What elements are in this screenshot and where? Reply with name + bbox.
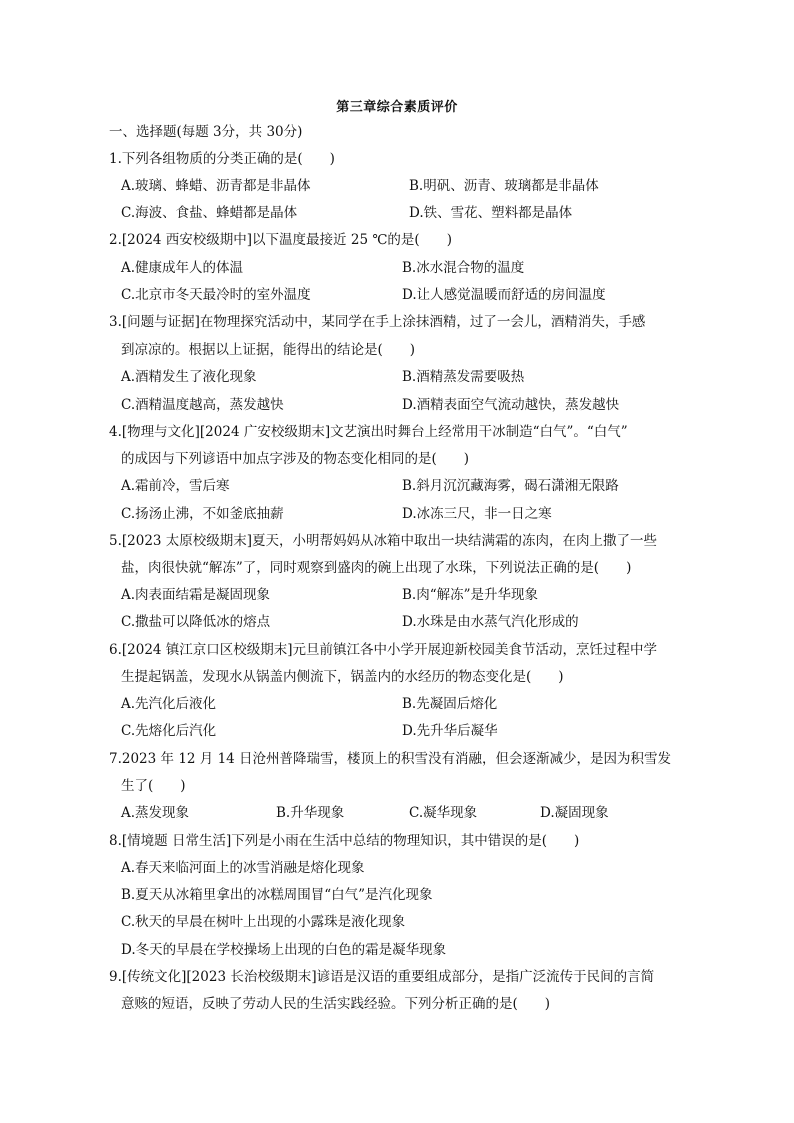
question-6-option-d: D.先升华后凝华 [402, 723, 498, 739]
question-9-stem-line-1: 9.[传统文化][2023 长治校级期末]谚语是汉语的重要组成部分，是指广泛流传于民间的言简 [109, 969, 655, 985]
question-8-option-c: C.秋天的早晨在树叶上出现的小露珠是液化现象 [121, 914, 406, 930]
question-5-stem-line-1: 5.[2023 太原校级期末]夏天，小明帮妈妈从冰箱中取出一块结满霜的冻肉，在肉上撒了一些 [109, 533, 658, 549]
question-4-option-b: B.斜月沉沉藏海雾，碣石潇湘无限路 [402, 478, 619, 494]
section-heading: 一、选择题(每题 3分，共 30分) [109, 124, 303, 140]
question-7-option-b: B.升华现象 [276, 805, 345, 821]
question-1-option-d: D.铁、雪花、塑料都是晶体 [409, 205, 573, 221]
question-7-stem-line-1: 7.2023 年 12 月 14 日沧州普降瑞雪，楼顶上的积雪没有消融，但会逐渐减少，是因为积雪发 [109, 751, 672, 767]
question-3-option-b: B.酒精蒸发需要吸热 [402, 369, 525, 385]
question-3-option-d: D.酒精表面空气流动越快，蒸发越快 [402, 397, 620, 413]
question-8-option-a: A.春天来临河面上的冰雪消融是熔化现象 [121, 860, 365, 876]
question-2-stem: 2.[2024 西安校级期中]以下温度最接近 25 ℃的是( ) [109, 232, 452, 248]
question-4-option-c: C.扬汤止沸，不如釜底抽薪 [121, 506, 284, 522]
question-1-option-b: B.明矾、沥青、玻璃都是非晶体 [409, 178, 599, 194]
question-3-option-c: C.酒精温度越高，蒸发越快 [121, 397, 284, 413]
question-1-stem: 1.下列各组物质的分类正确的是( ) [109, 151, 335, 167]
question-4-stem-line-2: 的成因与下列谚语中加点字涉及的物态变化相同的是( ) [121, 451, 470, 467]
question-8-option-b: B.夏天从冰箱里拿出的冰糕周围冒“白气”是汽化现象 [121, 887, 433, 903]
question-1-option-a: A.玻璃、蜂蜡、沥青都是非晶体 [121, 178, 311, 194]
question-6-option-c: C.先熔化后汽化 [121, 723, 217, 739]
question-6-stem-line-2: 生提起锅盖，发现水从锅盖内侧流下，锅盖内的水经历的物态变化是( ) [121, 669, 564, 685]
question-7-option-c: C.凝华现象 [409, 805, 478, 821]
question-2-option-a: A.健康成年人的体温 [121, 260, 244, 276]
question-1-option-c: C.海波、食盐、蜂蜡都是晶体 [121, 205, 298, 221]
question-7-option-d: D.凝固现象 [540, 805, 609, 821]
question-8-option-d: D.冬天的早晨在学校操场上出现的白色的霜是凝华现象 [121, 942, 447, 958]
question-6-stem-line-1: 6.[2024 镇江京口区校级期末]元旦前镇江各中小学开展迎新校园美食节活动，烹饪过程中学 [109, 642, 658, 658]
document-title: 第三章综合素质评价 [336, 100, 458, 115]
question-7-stem-line-2: 生了( ) [121, 778, 186, 794]
question-7-option-a: A.蒸发现象 [121, 805, 190, 821]
question-4-option-a: A.霜前冷，雪后寒 [121, 478, 230, 494]
question-6-option-b: B.先凝固后熔化 [402, 696, 498, 712]
question-5-option-a: A.肉表面结霜是凝固现象 [121, 587, 271, 603]
question-4-stem-line-1: 4.[物理与文化][2024 广安校级期末]文艺演出时舞台上经常用干冰制造“白气”。“白气” [109, 424, 628, 440]
question-5-stem-line-2: 盐，肉很快就“解冻”了，同时观察到盛肉的碗上出现了水珠，下列说法正确的是( ) [121, 560, 632, 576]
question-5-option-c: C.撒盐可以降低冰的熔点 [121, 614, 271, 630]
question-4-option-d: D.冰冻三尺，非一日之寒 [402, 506, 552, 522]
question-2-option-c: C.北京市冬天最冷时的室外温度 [121, 287, 311, 303]
question-9-stem-line-2: 意赅的短语，反映了劳动人民的生活实践经验。下列分析正确的是( ) [121, 996, 551, 1012]
question-2-option-d: D.让人感觉温暖而舒适的房间温度 [402, 287, 606, 303]
question-2-option-b: B.冰水混合物的温度 [402, 260, 525, 276]
question-8-stem: 8.[情境题 日常生活]下列是小雨在生活中总结的物理知识，其中错误的是( ) [109, 833, 580, 849]
question-3-option-a: A.酒精发生了液化现象 [121, 369, 257, 385]
question-6-option-a: A.先汽化后液化 [121, 696, 217, 712]
question-3-stem-line-2: 到凉凉的。根据以上证据，能得出的结论是( ) [121, 342, 416, 358]
question-3-stem-line-1: 3.[问题与证据]在物理探究活动中，某同学在手上涂抹酒精，过了一会儿，酒精消失，手感 [109, 314, 646, 330]
question-5-option-b: B.肉“解冻”是升华现象 [402, 587, 539, 603]
question-5-option-d: D.水珠是由水蒸气汽化形成的 [402, 614, 579, 630]
